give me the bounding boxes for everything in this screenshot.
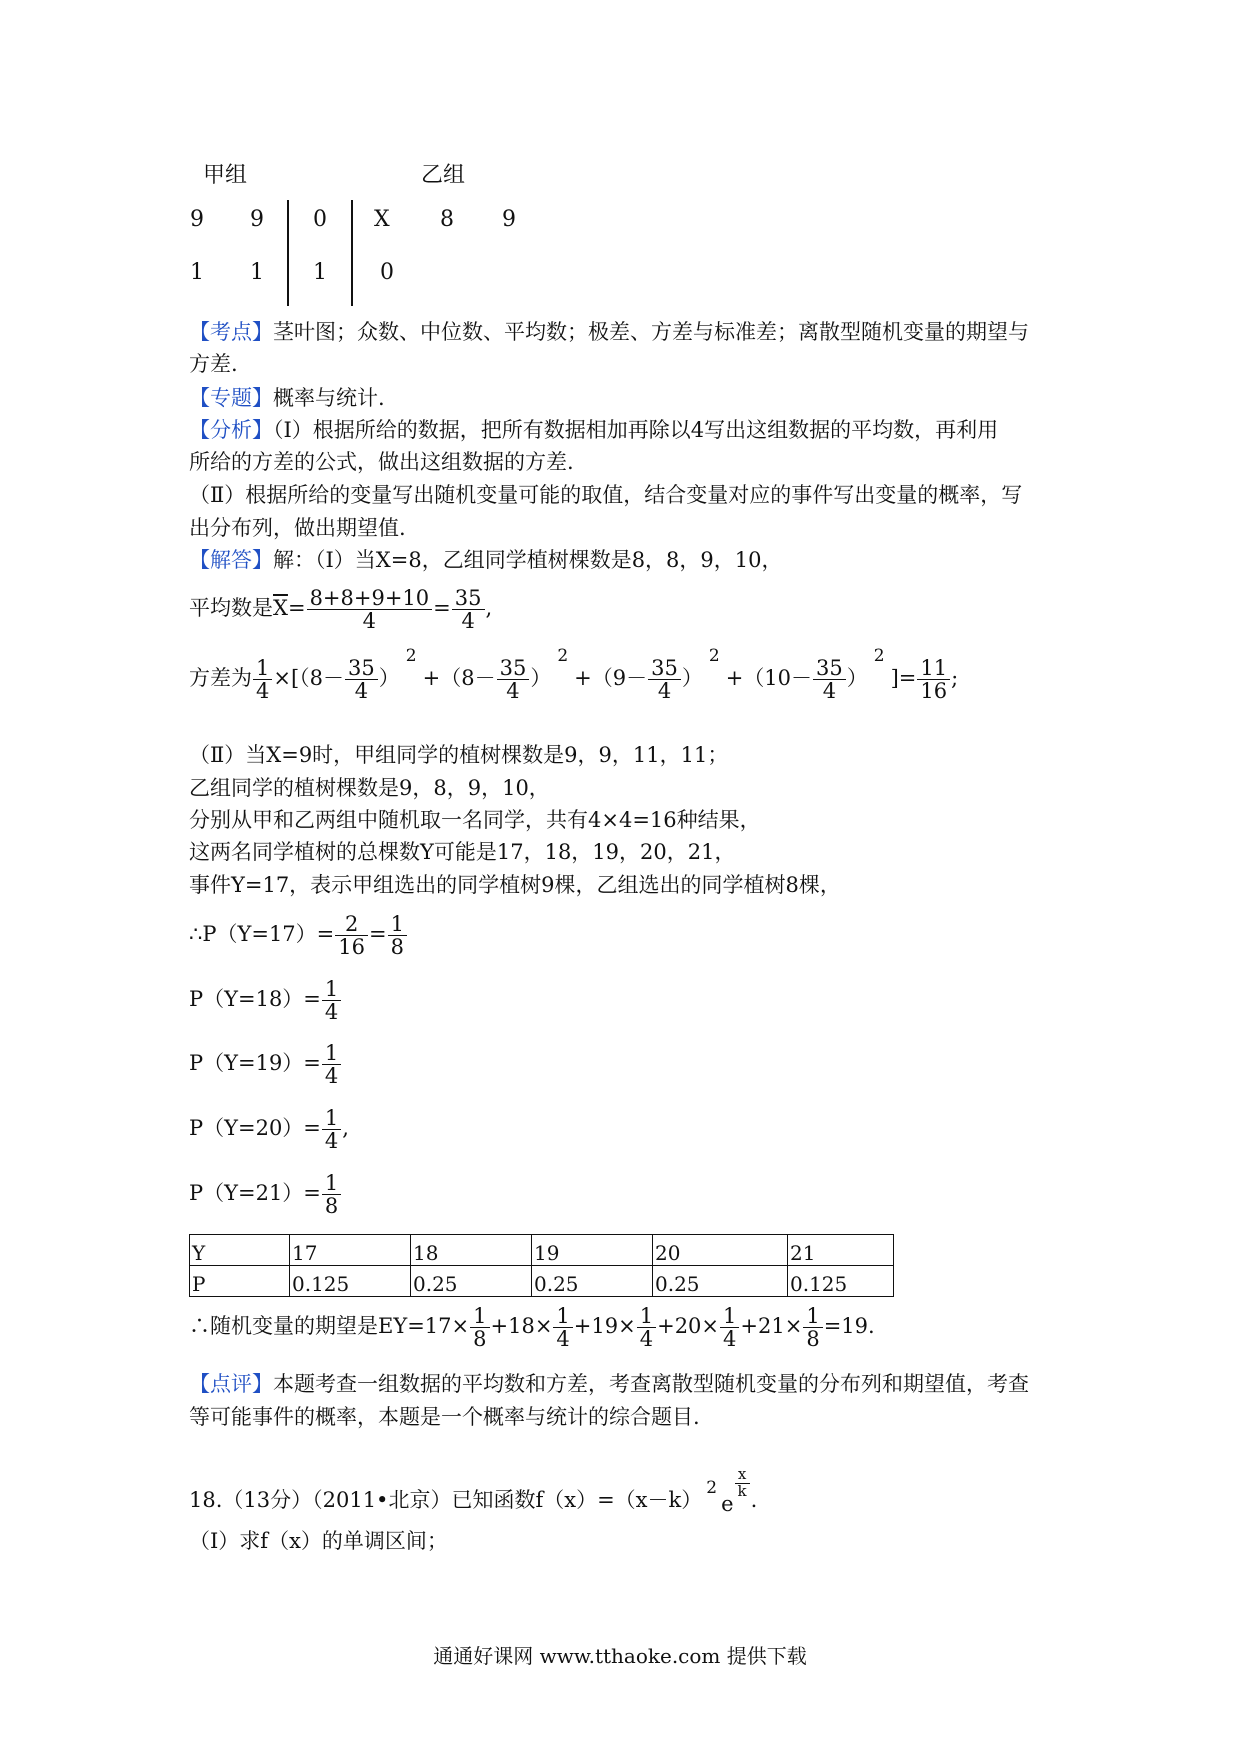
dianping-tag: 【点评】 (189, 1372, 273, 1396)
prob-y21: P（Y=21）= $\frac{1}{8}$ (189, 1164, 342, 1222)
leaf-a3: 1 (190, 260, 204, 285)
part2-line4: 这两名同学植树的总棵数Y可能是17，18，19，20，21， (189, 840, 736, 864)
group-a-label: 甲组 (203, 163, 248, 188)
table-cell: P (190, 1266, 290, 1297)
mean-fraction: $\frac{8+8+9+10}{4}$ (307, 587, 433, 632)
dianping-line1: 【点评】本题考查一组数据的平均数和方差，考查离散型随机变量的分布列和期望值，考查 (189, 1372, 1029, 1396)
part2-line5: 事件Y=17，表示甲组选出的同学植树9棵，乙组选出的同学植树8棵， (189, 873, 841, 897)
prob-y17: ∴P（Y=17）= $\frac{2}{16}$ = $\frac{1}{8}$ (189, 905, 408, 963)
table-cell: 20 (653, 1235, 788, 1266)
fenxi-line4: 出分布列，做出期望值. (189, 516, 406, 540)
table-cell: 0.125 (290, 1266, 411, 1297)
variance-formula: 方差为 $\frac{1}{4}$ ×[（8－ $\frac{35}{4}$ ）$^2$+（8－ $\frac{35}{4}$ ）$^2$+（9－ $\frac{35}{4}$ ）$^2$+（10－ $\frac{35}{4}$ ）$^2$]= $\frac{11}{16}$ ; (189, 646, 959, 703)
leaf-a1: 9 (190, 207, 204, 232)
group-b-label: 乙组 (421, 163, 466, 188)
stem-0: 0 (313, 207, 327, 232)
fenxi-line2: 所给的方差的公式，做出这组数据的方差. (189, 450, 574, 474)
prob-y19: P（Y=19）= $\frac{1}{4}$ (189, 1034, 342, 1092)
mean-formula: 平均数是$\overline{X}=$ $\frac{8+8+9+10}{4}$ = $\frac{35}{4}$ , (189, 585, 493, 633)
zhuanti-line: 【专题】概率与统计. (189, 386, 385, 410)
zhuanti-tag: 【专题】 (189, 386, 273, 410)
fenxi-line1: 【分析】（Ⅰ）根据所给的数据，把所有数据相加再除以4写出这组数据的平均数，再利用 (189, 418, 999, 442)
expectation-formula: ∴随机变量的期望是EY=17× $\frac{1}{8}$ +18× $\frac{1}{4}$ +19× $\frac{1}{4}$ +20× $\frac{1}{4}$ +21× $\frac{1}{8}$ =19. (189, 1303, 875, 1351)
prob-y20: P（Y=20）= $\frac{1}{4}$ , (189, 1105, 349, 1153)
leaf-a4: 1 (250, 260, 264, 285)
leaf-b4: 0 (380, 260, 394, 285)
table-cell: 17 (290, 1235, 411, 1266)
table-cell: 0.125 (788, 1266, 894, 1297)
stem-divider-right (351, 200, 353, 306)
prob-y18: P（Y=18）= $\frac{1}{4}$ (189, 970, 342, 1028)
table-cell: 0.25 (411, 1266, 532, 1297)
question-18: 18.（13分）（2011•北京）已知函数f（x）=（x－k） $^2$e $\frac{x}{k}$ . (189, 1465, 758, 1516)
x-bar: $\overline{X}$ (273, 596, 288, 620)
part2-line2: 乙组同学的植树棵数是9，8，9，10， (189, 776, 550, 800)
mean-result: $\frac{35}{4}$ (452, 587, 485, 632)
leaf-b1: X (374, 207, 390, 232)
distribution-table (189, 1234, 894, 1297)
jieda-tag: 【解答】 (189, 548, 273, 572)
table-cell: 0.25 (532, 1266, 653, 1297)
stem-1: 1 (313, 260, 327, 285)
table-cell: 0.25 (653, 1266, 788, 1297)
table-cell: 19 (532, 1235, 653, 1266)
leaf-b3: 9 (502, 207, 516, 232)
kaodian-line2: 方差. (189, 352, 238, 376)
stem-divider-left (287, 200, 289, 306)
leaf-b2: 8 (440, 207, 454, 232)
fenxi-tag: 【分析】 (189, 418, 273, 442)
part2-line3: 分别从甲和乙两组中随机取一名同学，共有4×4=16种结果， (189, 808, 761, 832)
kaodian-tag: 【考点】 (189, 320, 273, 344)
kaodian-line1: 【考点】茎叶图；众数、中位数、平均数；极差、方差与标准差；离散型随机变量的期望与 (189, 320, 1029, 344)
exponent-fraction: $\frac{x}{k}$ (735, 1467, 750, 1500)
jieda-line: 【解答】解：（Ⅰ）当X=8，乙组同学植树棵数是8，8，9，10， (189, 548, 783, 572)
page-footer: 通通好课网 www.tthaoke.com 提供下载 (433, 1644, 807, 1668)
fenxi-line3: （Ⅱ）根据所给的变量写出随机变量可能的取值，结合变量对应的事件写出变量的概率，写 (189, 483, 1023, 507)
part2-line1: （Ⅱ）当X=9时，甲组同学的植树棵数是9，9，11，11； (189, 743, 729, 767)
table-row (190, 1266, 894, 1297)
table-cell: Y (190, 1235, 290, 1266)
leaf-a2: 9 (250, 207, 264, 232)
question-18-part1: （Ⅰ）求f（x）的单调区间； (189, 1529, 448, 1553)
variance-result: $\frac{11}{16}$ (917, 657, 950, 702)
dianping-line2: 等可能事件的概率，本题是一个概率与统计的综合题目. (189, 1405, 700, 1429)
table-cell: 18 (411, 1235, 532, 1266)
table-cell: 21 (788, 1235, 894, 1266)
table-row (190, 1235, 894, 1266)
